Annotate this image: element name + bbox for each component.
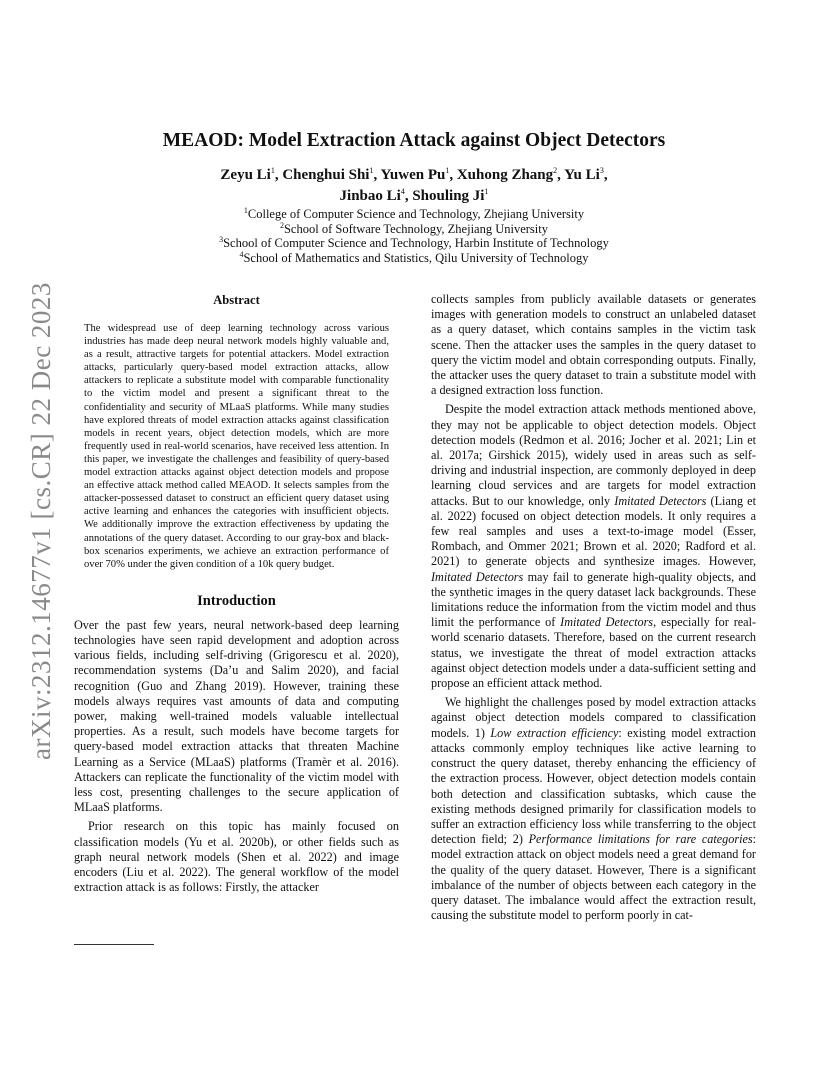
author-separator: ,	[603, 167, 608, 183]
affiliation-text: School of Mathematics and Statistics, Qilu University of Technology	[243, 250, 589, 265]
author-affiliation-mark: 2	[553, 166, 558, 175]
author-separator: ,	[274, 167, 283, 183]
body-paragraph-2	[431, 402, 756, 691]
introduction-heading: Introduction	[197, 592, 276, 609]
body-paragraph-1: collects samples from publicly available datasets or generates images with generation models to construct an unlabeled dataset as a query dataset, which contains samples in the victim task scene. Then the attacker uses the samples in the query dataset to query the victim model and obtain corresponding outputs. Finally, the attacker uses the query dataset to train a substitute model with a designed extraction loss function.	[431, 292, 756, 398]
right-column	[431, 292, 756, 923]
affiliation-line	[0, 222, 828, 237]
text-run: Despite the model extraction attack methods mentioned above, they may not be applicable to object detection models. Object detection models (Redmon et al. 2016; Jocher et al. 2021; Lin et al. 2017a; Girshick 2015), widely used in areas such as self-driving and industrial inspection, are commonly deployed in deep learning cloud services and are targets for model extraction attacks. But to our knowledge, only	[431, 402, 756, 508]
affiliation-number: 3	[219, 235, 224, 245]
left-column	[74, 293, 399, 895]
text-run: : model extraction attack on object models need a great demand for the quality of the query dataset. However, There is a significant imbalance of the number of objects between each category in the query dataset. The imbalance would affect the extraction result, causing the substitute model to perform poorly in cat-	[431, 832, 757, 923]
affiliation-line	[0, 251, 828, 266]
affiliation-list	[0, 207, 828, 265]
author-name: Jinbao Li	[339, 188, 401, 204]
author-separator: ,	[373, 167, 381, 183]
text-run: We highlight the challenges posed by model extraction attacks against object detection models compared to classification models. 1)	[431, 695, 756, 740]
affiliation-text: College of Computer Science and Technology, Zhejiang University	[247, 207, 585, 221]
author-affiliation-mark: 3	[599, 166, 604, 175]
author-name: Chenghui Shi	[282, 167, 370, 183]
arxiv-identifier-stamp: arXiv:2312.14677v1 [cs.CR] 22 Dec 2023	[26, 282, 56, 760]
author-name: Shouling Ji	[412, 188, 485, 204]
footnote-divider	[74, 944, 154, 945]
author-name: Zeyu Li	[220, 167, 271, 183]
text-run: : existing model extraction attacks commonly employ techniques like active learning to construct the query dataset, thereby enhancing the efficiency of the extraction process. However, object detection models contain both detection and classification subtasks, which cause the existing methods designed primarily for classification models to suffer an extraction efficiency loss while transferring to the object detection field; 2)	[431, 725, 756, 847]
author-name: Yuwen Pu	[380, 167, 446, 183]
introduction-paragraph-1: Over the past few years, neural network-based deep learning technologies have seen rapid development and adoption across various fields, including self-driving (Grigorescu et al. 2020), recommendation systems (Da’u and Salim 2020), and facial recognition (Guo and Zhang 2019). However, training these models always requires vast amounts of data and computing power, making well-trained models valuable intellectual properties. As a result, such models have become targets for query-based model extraction attacks that threaten Machine Learning as a Service (MLaaS) platforms (Tramèr et al. 2016). Attackers can replicate the functionality of the victim model with less cost, presenting challenges to the secure application of MLaaS platforms.	[74, 617, 399, 815]
abstract-heading: Abstract	[213, 293, 260, 307]
affiliation-number: 1	[243, 205, 248, 215]
affiliation-line	[0, 207, 828, 222]
text-run: (Liang et al. 2022) focused on object detection models. It only requires a few real samples and uses a text-to-image model (Esser, Rombach, and Ommer 2021; Brown et al. 2020; Radford et al. 2021) to generate objects and synthesize images. However,	[431, 493, 756, 569]
paper-title: MEAOD: Model Extraction Attack against Object Detectors	[162, 130, 666, 151]
text-run: , especially for real-world scenario datasets. Therefore, based on the current research status, we investigate the threat of model extraction attacks against object detection models under a data-sufficient setting and propose an efficient attack method.	[431, 615, 757, 691]
emphasis-text: Imitated Detectors	[431, 569, 524, 584]
affiliation-text: School of Computer Science and Technology, Harbin Institute of Technology	[223, 236, 609, 251]
affiliation-line	[0, 236, 828, 251]
emphasis-text: Low extraction efficiency	[490, 725, 619, 740]
introduction-paragraph-2: Prior research on this topic has mainly focused on classification models (Yu et al. 2020b), or other fields such as graph neural network models (Shen et al. 2022) and image encoders (Liu et al. 2022). The general workflow of the model extraction attack is as follows: Firstly, the attacker	[74, 819, 399, 895]
author-affiliation-mark: 1	[270, 166, 275, 175]
abstract-text: The widespread use of deep learning technology across various industries has made deep neural network models highly valuable and, as a result, attractive targets for potential attackers. Model extraction attacks, particularly query-based model extraction attacks, allow attackers to replicate a substitute model with comparable functionality to the victim model and present a significant threat to the confidentiality and security of MLaaS platforms. While many studies have explored threats of model extraction attacks against classification models in recent years, object detection models, which are more frequently used in real-world scenarios, have received less attention. In this paper, we investigate the challenges and feasibility of query-based model extraction attacks against object detection models and propose an effective attack method called MEAOD. It selects samples from the attacker-possessed dataset to construct an efficient query dataset using active learning and enhances the categories with insufficient objects. We additionally improve the extraction effectiveness by updating the annotations of the query dataset. According to our gray-box and black-box scenarios experiments, we achieve an extraction performance of over 70% under the given condition of a 10k query budget.	[84, 323, 389, 570]
author-list	[0, 165, 828, 207]
emphasis-text: Imitated Detectors	[614, 493, 707, 508]
emphasis-text: Imitated Detectors	[560, 615, 654, 630]
body-paragraph-3	[431, 695, 756, 923]
author-separator: ,	[557, 167, 565, 183]
emphasis-text: Performance limitations for rare categories	[528, 832, 753, 847]
author-separator: ,	[404, 188, 413, 204]
affiliation-text: School of Software Technology, Zhejiang University	[283, 221, 548, 236]
author-affiliation-mark: 1	[484, 187, 489, 196]
affiliation-number: 4	[239, 249, 244, 259]
author-affiliation-mark: 1	[369, 166, 374, 175]
author-name: Yu Li	[564, 167, 600, 183]
author-affiliation-mark: 1	[445, 166, 450, 175]
text-run: may fail to generate high-quality objects, and the synthetic images in the query dataset lack backgrounds. These limitations reduce the information from the victim model and thus limit the performance of	[431, 569, 757, 630]
author-separator: ,	[449, 167, 457, 183]
author-name: Xuhong Zhang	[456, 167, 554, 183]
author-affiliation-mark: 4	[400, 187, 405, 196]
affiliation-number: 2	[279, 220, 284, 230]
